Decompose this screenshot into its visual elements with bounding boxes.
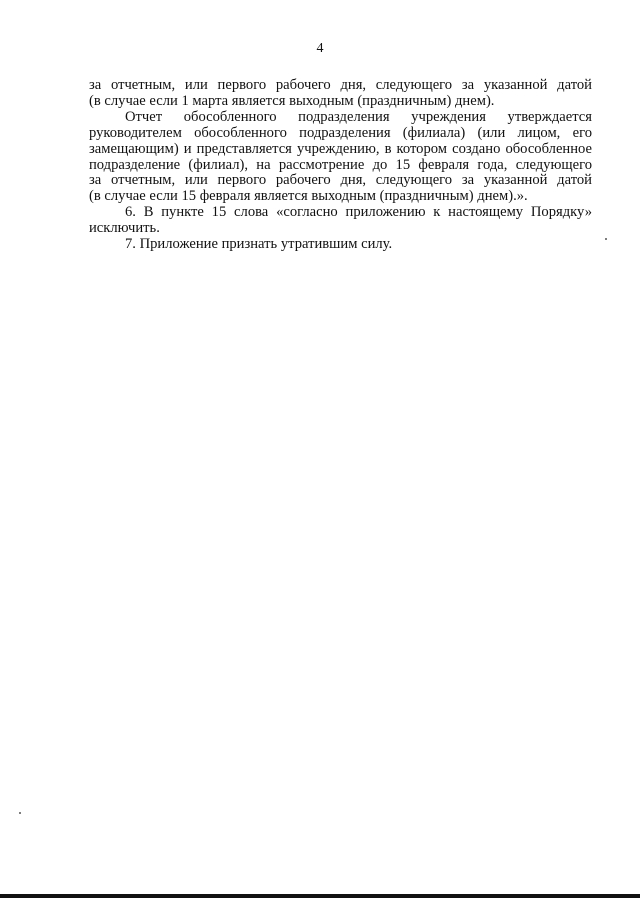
text-line: замещающим) и представляется учреждению, в котором создано обособленное <box>89 140 592 157</box>
scan-speck <box>605 238 607 240</box>
text-line: (в случае если 15 февраля является выходным (праздничным) днем).». <box>89 188 528 205</box>
text-line: подразделение (филиал), на рассмотрение до 15 февраля года, следующего <box>89 156 592 173</box>
text-line: Отчет обособленного подразделения учреждения утверждается <box>125 108 592 125</box>
text-line: руководителем обособленного подразделения (филиала) (или лицом, его <box>89 124 592 141</box>
text-line: 6. В пункте 15 слова «согласно приложению к настоящему Порядку» <box>125 204 592 221</box>
text-line: 7. Приложение признать утратившим силу. <box>125 236 393 253</box>
scan-bottom-edge <box>0 894 640 898</box>
scan-speck <box>19 812 21 814</box>
page-number: 4 <box>316 41 324 56</box>
document-body <box>89 78 592 253</box>
text-line: (в случае если 1 марта является выходным (праздничным) днем). <box>89 92 495 109</box>
text-line: за отчетным, или первого рабочего дня, следующего за указанной датой <box>89 77 592 93</box>
text-line: исключить. <box>89 220 160 237</box>
text-line: за отчетным, или первого рабочего дня, следующего за указанной датой <box>89 172 592 189</box>
